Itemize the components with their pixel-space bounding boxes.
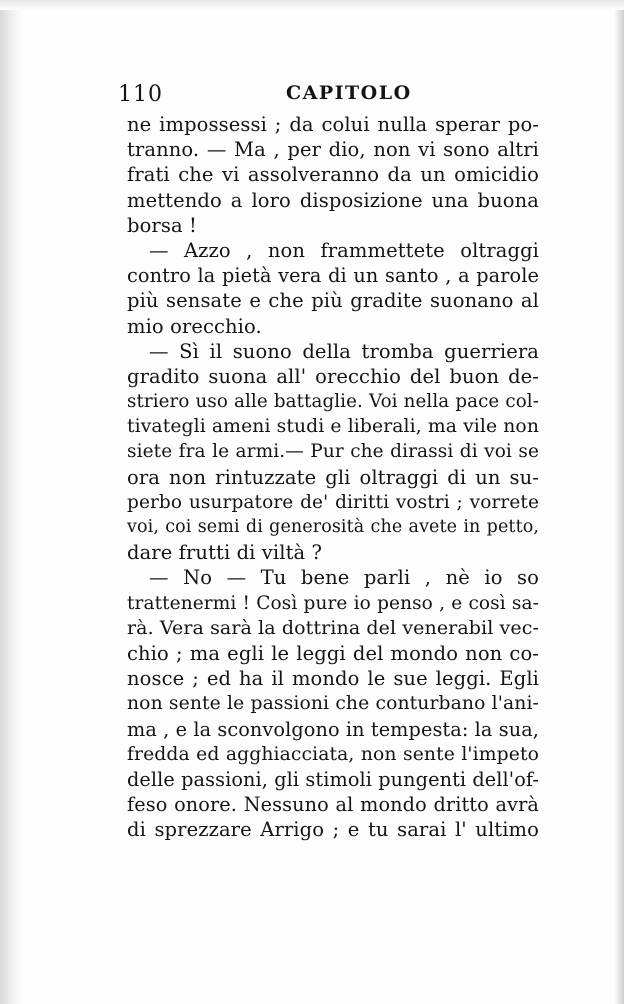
- text-line: perbo usurpatore de' diritti vostri ; vorrete: [127, 491, 539, 513]
- text-line: rà. Vera sarà la dottrina del venerabil vec-: [127, 616, 539, 639]
- text-line: di sprezzare Arrigo ; e tu sarai l' ultimo: [127, 818, 539, 842]
- page-top-shadow: [0, 0, 624, 10]
- text-line: più sensate e che più gradite suonano al: [127, 289, 539, 313]
- text-line: chio ; ma egli le leggi del mondo non co-: [127, 641, 539, 665]
- text-line: mettendo a loro disposizione una buona: [127, 188, 539, 212]
- text-line: mio orecchio.: [127, 314, 262, 338]
- text-line: — No — Tu bene parli , nè io so: [149, 566, 539, 590]
- body-text: [127, 112, 539, 842]
- text-line: feso onore. Nessuno al mondo dritto avrà: [127, 793, 539, 817]
- page-number: 110: [118, 82, 163, 107]
- text-line: frati che vi assolveranno da un omicidio: [127, 163, 539, 187]
- text-line: — Sì il suono della tromba guerriera: [149, 339, 539, 363]
- text-line: contro la pietà vera di un santo , a parole: [127, 264, 539, 288]
- text-line: tranno. — Ma , per dio, non vi sono altri: [127, 138, 539, 162]
- text-line: ne impossessi ; da colui nulla sperar po-: [127, 113, 539, 136]
- text-line: ora non rintuzzate gli oltraggi di un su-: [127, 465, 539, 489]
- text-line: non sente le passioni che conturbano l'ani-: [127, 693, 539, 715]
- text-line: voi, coi semi di generosità che avete in petto,: [127, 517, 539, 537]
- text-line: — Azzo , non frammettete oltraggi: [149, 238, 539, 262]
- text-line: striero uso alle battaglie. Voi nella pace col-: [127, 391, 539, 413]
- page-right-shadow: [614, 0, 624, 1004]
- text-line: gradito suona all' orecchio del buon de-: [127, 364, 539, 388]
- text-line: ma , e la sconvolgono in tempesta: la sua,: [127, 717, 539, 741]
- text-line: nosce ; ed ha il mondo le sue leggi. Egli: [127, 667, 539, 691]
- page-header: [118, 82, 540, 112]
- text-line: fredda ed agghiacciata, non sente l'impeto: [127, 743, 539, 765]
- text-line: trattenermi ! Così pure io penso , e così sa-: [127, 592, 539, 614]
- text-line: dare frutti di viltà ?: [127, 541, 323, 565]
- page-left-shadow: [0, 0, 22, 1004]
- text-line: siete fra le armi.— Pur che dirassi di voi se: [127, 441, 539, 463]
- text-line: delle passioni, gli stimoli pungenti dell'of-: [127, 767, 540, 791]
- running-title: CAPITOLO: [286, 82, 412, 104]
- text-line: tivategli ameni studi e liberali, ma vile non: [127, 416, 539, 438]
- text-line: borsa !: [127, 213, 197, 237]
